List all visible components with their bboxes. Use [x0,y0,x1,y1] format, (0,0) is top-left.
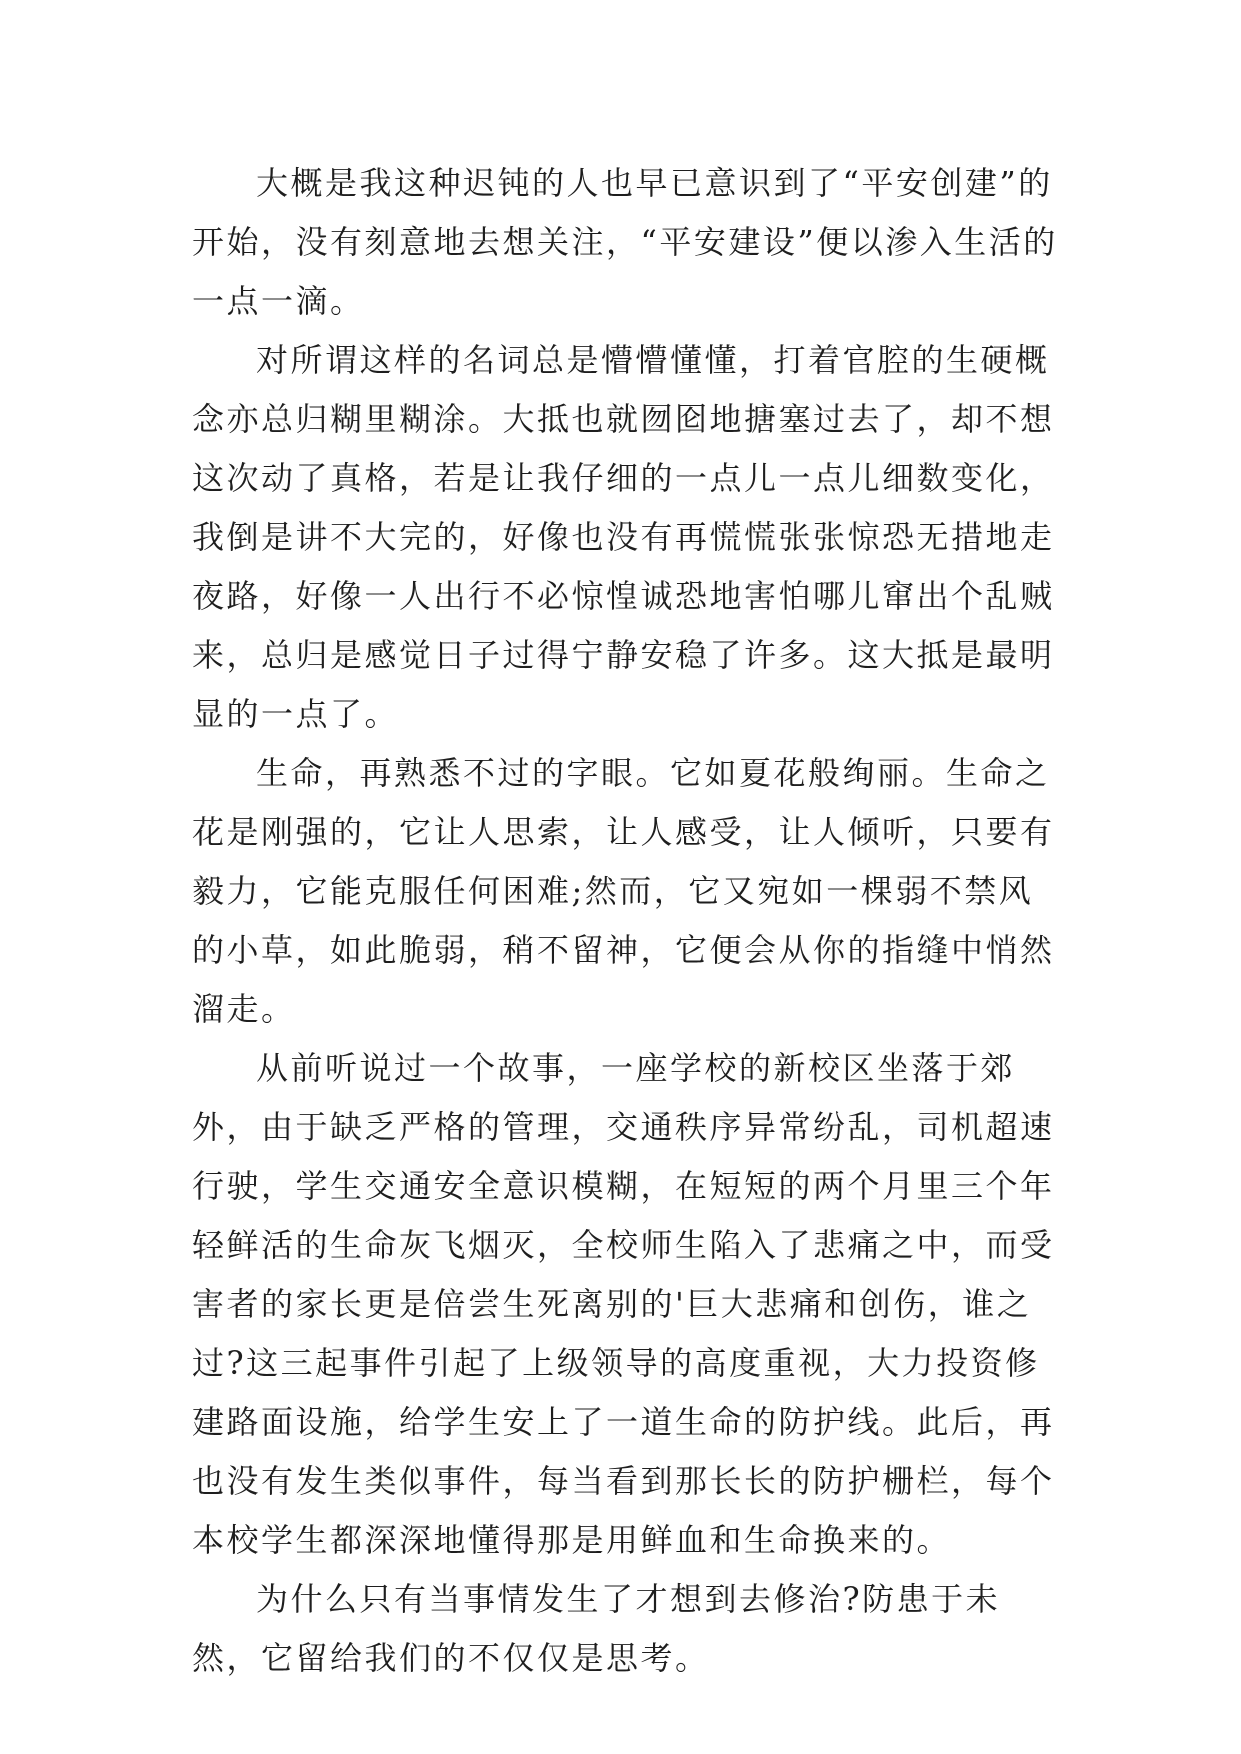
paragraph-5: 为什么只有当事情发生了才想到去修治?防患于未然，它留给我们的不仅仅是思考。 [192,1580,1001,1677]
paragraph-4: 从前听说过一个故事，一座学校的新校区坐落于郊外，由于缺乏严格的管理，交通秩序异常纷乱，司机超速行驶，学生交通安全意识模糊，在短短的两个月里三个年轻鲜活的生命灰飞烟灭，全校师生陷入了悲痛之中，而受害者的家长更是倍尝生死离别的'巨大悲痛和创伤，谁之过?这三起事件引起了上级领导的高度重视，大力投资修建路面设施，给学生安上了一道生命的防护线。此后，再也没有发生类似事件，每当看到那长长的防护栅栏，每个本校学生都深深地懂得那是用鲜血和生命换来的。 [192,1049,1055,1559]
paragraph-3: 生命，再熟悉不过的字眼。它如夏花般绚丽。生命之花是刚强的，它让人思索，让人感受，让人倾听，只要有毅力，它能克服任何困难;然而，它又宛如一棵弱不禁风的小草，如此脆弱，稍不留神，它便会从你的指缝中悄然溜走。 [192,754,1055,1028]
paragraph-1: 大概是我这种迟钝的人也早已意识到了“平安创建”的开始，没有刻意地去想关注，“平安建设”便以渗入生活的一点一滴。 [192,164,1058,320]
paragraph-2: 对所谓这样的名词总是懵懵懂懂，打着官腔的生硬概念亦总归糊里糊涂。大抵也就囫囵地搪塞过去了，却不想这次动了真格，若是让我仔细的一点儿一点儿细数变化，我倒是讲不大完的，好像也没有再慌慌张张惊恐无措地走夜路，好像一人出行不必惊惶诚恐地害怕哪儿窜出个乱贼来，总归是感觉日子过得宁静安稳了许多。这大抵是最明显的一点了。 [192,341,1055,733]
document-body [192,154,1062,1688]
